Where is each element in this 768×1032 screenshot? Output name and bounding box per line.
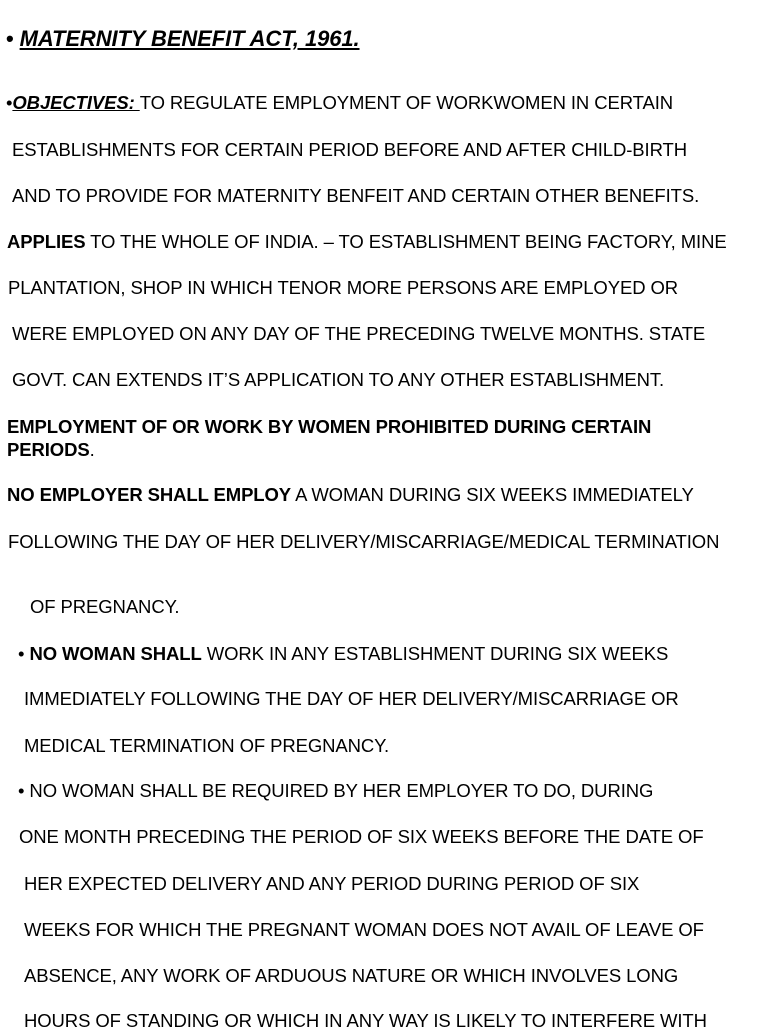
prohibited-heading-line-1: EMPLOYMENT OF OR WORK BY WOMEN PROHIBITED DURING CERTAIN <box>7 416 652 437</box>
no-woman-required-text-1: NO WOMAN SHALL BE REQUIRED BY HER EMPLOYER TO DO, DURING <box>24 780 654 801</box>
applies-line-1 <box>7 231 727 253</box>
no-woman-required-line-6: HOURS OF STANDING OR WHICH IN ANY WAY IS LIKELY TO INTERFERE WITH <box>24 1010 707 1031</box>
title-bullet: • <box>6 26 14 51</box>
objectives-text-1: TO REGULATE EMPLOYMENT OF WORKWOMEN IN CERTAIN <box>139 92 674 113</box>
no-woman-text-1: WORK IN ANY ESTABLISHMENT DURING SIX WEEKS <box>201 643 669 664</box>
no-woman-bullet: • <box>18 643 25 664</box>
no-woman-required-line-1 <box>18 780 653 802</box>
applies-line-2: PLANTATION, SHOP IN WHICH TENOR MORE PERSONS ARE EMPLOYED OR <box>8 277 679 298</box>
prohibited-heading-period-mark: . <box>89 439 95 460</box>
no-woman-line-3: MEDICAL TERMINATION OF PREGNANCY. <box>24 735 390 756</box>
no-woman-required-line-3: HER EXPECTED DELIVERY AND ANY PERIOD DURING PERIOD OF SIX <box>24 873 640 894</box>
document-title <box>6 28 360 50</box>
title-text: MATERNITY BENEFIT ACT, 1961. <box>19 26 360 51</box>
applies-line-4: GOVT. CAN EXTENDS IT’S APPLICATION TO ANY OTHER ESTABLISHMENT. <box>12 369 665 390</box>
applies-line-3: WERE EMPLOYED ON ANY DAY OF THE PRECEDING TWELVE MONTHS. STATE <box>12 323 706 344</box>
prohibited-heading-periods: PERIODS <box>7 439 90 460</box>
no-woman-required-line-4: WEEKS FOR WHICH THE PREGNANT WOMAN DOES NOT AVAIL OF LEAVE OF <box>24 919 704 940</box>
no-woman-line-2: IMMEDIATELY FOLLOWING THE DAY OF HER DELIVERY/MISCARRIAGE OR <box>24 688 679 709</box>
no-employer-line-2: FOLLOWING THE DAY OF HER DELIVERY/MISCARRIAGE/MEDICAL TERMINATION <box>8 531 720 552</box>
applies-text-1: TO THE WHOLE OF INDIA. – TO ESTABLISHMENT BEING FACTORY, MINE <box>85 231 727 252</box>
no-employer-line-1 <box>7 484 694 506</box>
applies-label: APPLIES <box>7 231 86 252</box>
objectives-line-2: ESTABLISHMENTS FOR CERTAIN PERIOD BEFORE AND AFTER CHILD-BIRTH <box>12 139 687 160</box>
no-employer-label: NO EMPLOYER SHALL EMPLOY <box>7 484 292 505</box>
objectives-bullet: • <box>6 92 13 113</box>
no-employer-line-3: OF PREGNANCY. <box>30 596 180 617</box>
no-woman-label: NO WOMAN SHALL <box>29 643 202 664</box>
objectives-line-1 <box>6 92 673 114</box>
objectives-line-3: AND TO PROVIDE FOR MATERNITY BENFEIT AND CERTAIN OTHER BENEFITS. <box>12 185 700 206</box>
no-woman-line-1 <box>18 643 668 665</box>
no-woman-required-bullet: • <box>18 780 25 801</box>
no-woman-required-line-5: ABSENCE, ANY WORK OF ARDUOUS NATURE OR WHICH INVOLVES LONG <box>24 965 679 986</box>
no-employer-text-1: A WOMAN DURING SIX WEEKS IMMEDIATELY <box>291 484 694 505</box>
objectives-label: OBJECTIVES: <box>12 92 140 113</box>
no-woman-required-line-2: ONE MONTH PRECEDING THE PERIOD OF SIX WEEKS BEFORE THE DATE OF <box>19 826 704 847</box>
prohibited-heading-line-2 <box>7 439 95 461</box>
